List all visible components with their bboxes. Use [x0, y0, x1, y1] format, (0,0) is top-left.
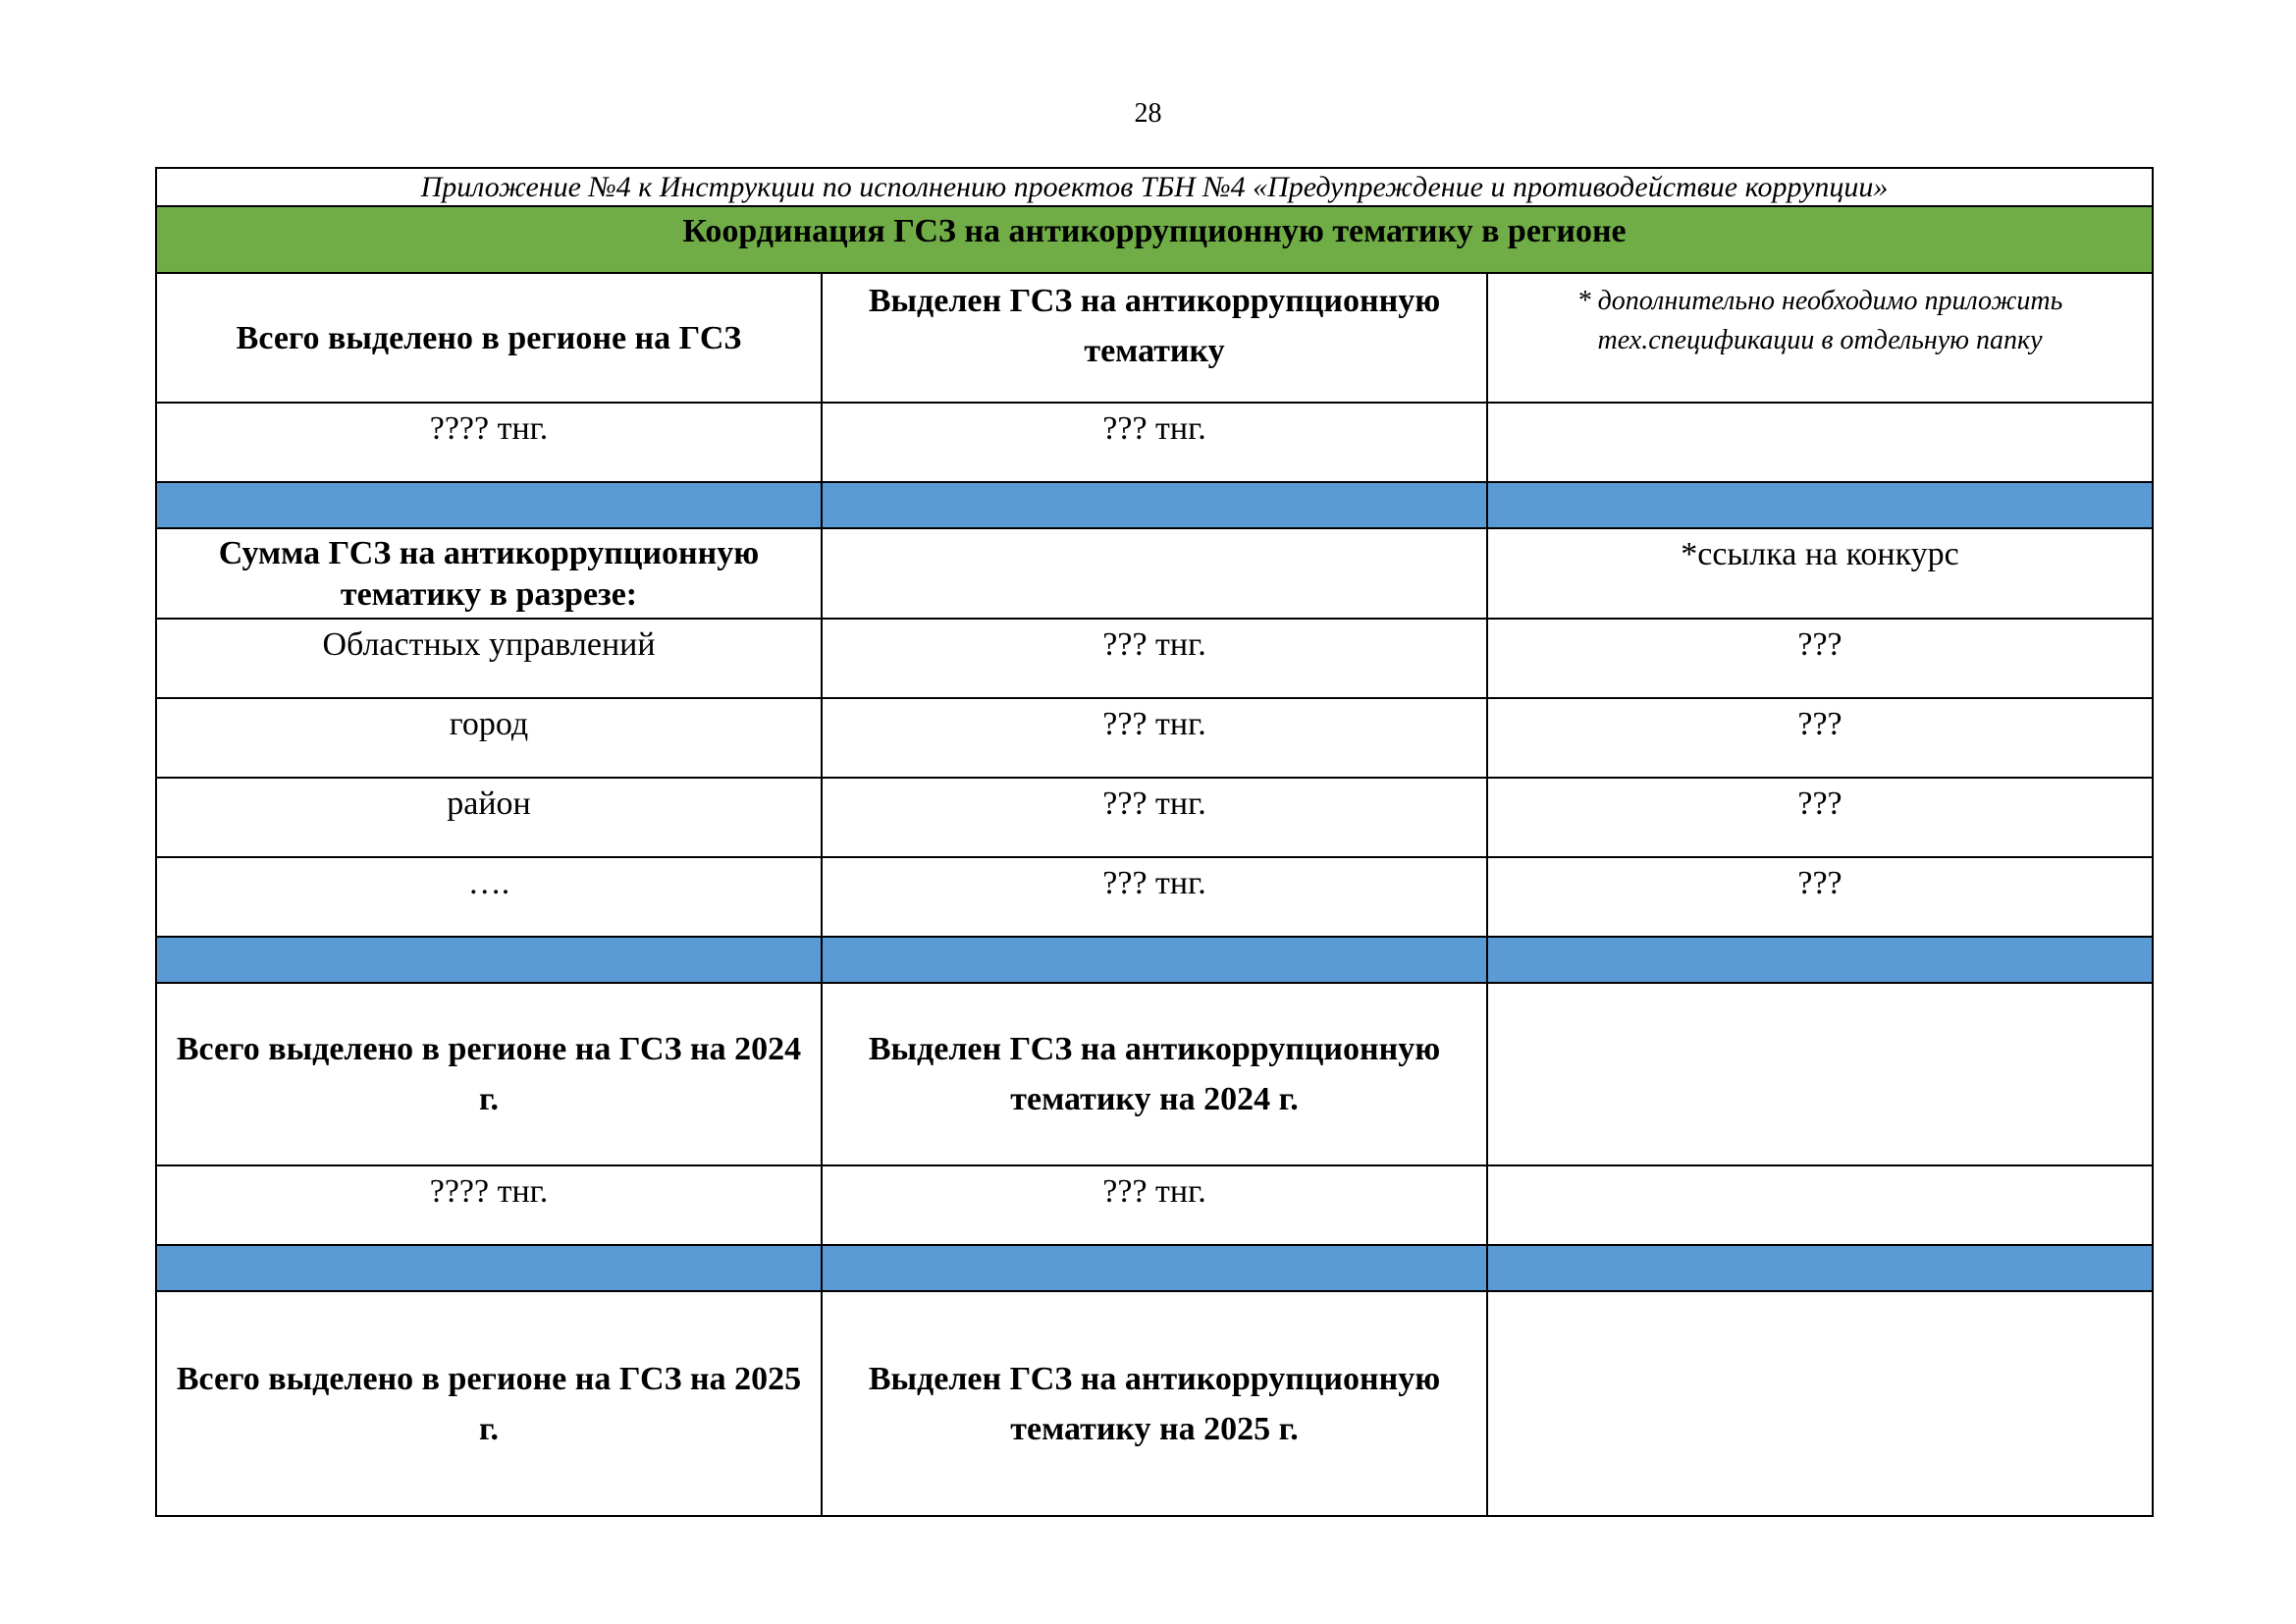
breakdown-label: ….: [156, 857, 822, 937]
contest-link-header: *ссылка на конкурс: [1487, 528, 2153, 619]
anticorruption-allocated-2024-value[interactable]: ??? тнг.: [822, 1165, 1487, 1245]
section3-value-row: [156, 1165, 2153, 1245]
total-allocated-2024-header: Всего выделено в регионе на ГСЗ на 2024 г.: [156, 983, 822, 1165]
table-row: [156, 698, 2153, 778]
caption-row: [156, 168, 2153, 206]
breakdown-label: район: [156, 778, 822, 857]
table-row: [156, 619, 2153, 698]
separator-cell: [156, 482, 822, 528]
total-allocated-2024-value[interactable]: ???? тнг.: [156, 1165, 822, 1245]
separator-row: [156, 482, 2153, 528]
appendix-caption: Приложение №4 к Инструкции по исполнению проектов ТБН №4 «Предупреждение и противодействие коррупции»: [156, 168, 2153, 206]
breakdown-link[interactable]: ???: [1487, 619, 2153, 698]
section2-header-row: [156, 528, 2153, 619]
total-allocated-2025-header: Всего выделено в регионе на ГСЗ на 2025 г.: [156, 1291, 822, 1516]
section1-empty-cell[interactable]: [1487, 403, 2153, 482]
breakdown-link[interactable]: ???: [1487, 857, 2153, 937]
separator-cell: [1487, 482, 2153, 528]
page-number: 28: [1134, 98, 1162, 129]
section3-header-row: [156, 983, 2153, 1165]
gsz-coordination-table: [155, 167, 2154, 1517]
separator-cell: [822, 937, 1487, 983]
total-allocated-value[interactable]: ???? тнг.: [156, 403, 822, 482]
tech-spec-note: * дополнительно необходимо приложить тех.спецификации в отдельную папку: [1487, 273, 2153, 403]
anticorruption-allocated-value[interactable]: ??? тнг.: [822, 403, 1487, 482]
table-row: [156, 857, 2153, 937]
separator-row: [156, 937, 2153, 983]
total-allocated-header: Всего выделено в регионе на ГСЗ: [156, 273, 822, 403]
separator-cell: [1487, 937, 2153, 983]
anticorruption-allocated-2025-header: Выделен ГСЗ на антикоррупционную тематику на 2025 г.: [822, 1291, 1487, 1516]
section4-empty-cell: [1487, 1291, 2153, 1516]
separator-cell: [822, 482, 1487, 528]
separator-cell: [156, 937, 822, 983]
section1-header-row: [156, 273, 2153, 403]
breakdown-link[interactable]: ???: [1487, 698, 2153, 778]
breakdown-empty-header: [822, 528, 1487, 619]
separator-cell: [1487, 1245, 2153, 1291]
breakdown-amount[interactable]: ??? тнг.: [822, 619, 1487, 698]
section4-header-row: [156, 1291, 2153, 1516]
table-title: Координация ГСЗ на антикоррупционную тематику в регионе: [156, 206, 2153, 273]
section1-value-row: [156, 403, 2153, 482]
table-row: [156, 778, 2153, 857]
anticorruption-allocated-header: Выделен ГСЗ на антикоррупционную тематику: [822, 273, 1487, 403]
title-row: [156, 206, 2153, 273]
breakdown-amount[interactable]: ??? тнг.: [822, 857, 1487, 937]
breakdown-link[interactable]: ???: [1487, 778, 2153, 857]
breakdown-amount[interactable]: ??? тнг.: [822, 778, 1487, 857]
separator-cell: [156, 1245, 822, 1291]
section3-value-empty-cell[interactable]: [1487, 1165, 2153, 1245]
breakdown-label: город: [156, 698, 822, 778]
breakdown-amount[interactable]: ??? тнг.: [822, 698, 1487, 778]
anticorruption-allocated-2024-header: Выделен ГСЗ на антикоррупционную тематику на 2024 г.: [822, 983, 1487, 1165]
separator-cell: [822, 1245, 1487, 1291]
section3-empty-cell: [1487, 983, 2153, 1165]
breakdown-header: Сумма ГСЗ на антикоррупционную тематику в разрезе:: [156, 528, 822, 619]
breakdown-label: Областных управлений: [156, 619, 822, 698]
separator-row: [156, 1245, 2153, 1291]
